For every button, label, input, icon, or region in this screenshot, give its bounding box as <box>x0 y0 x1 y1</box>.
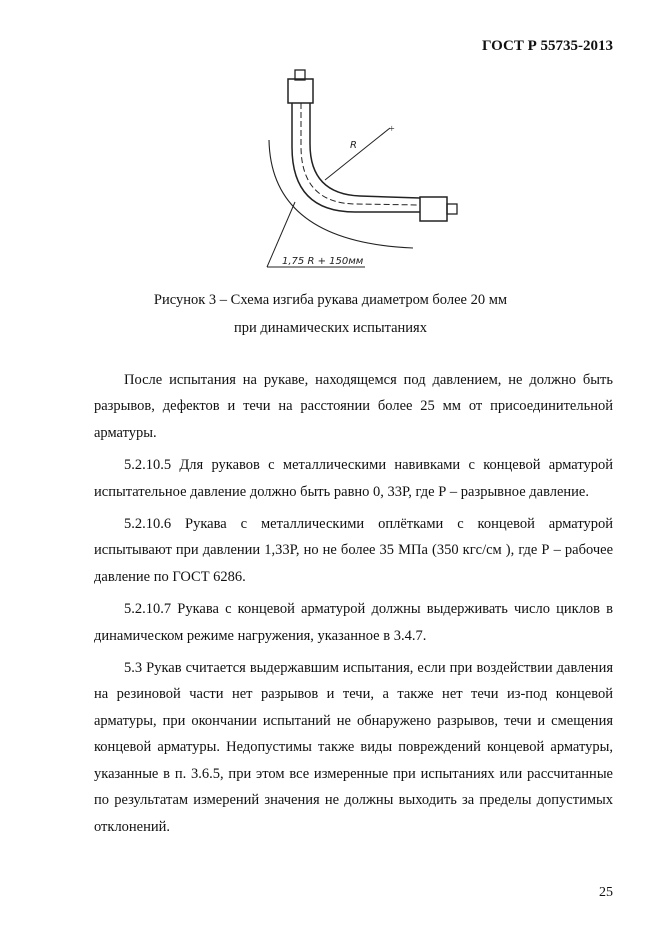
hose-bend-figure <box>255 62 475 277</box>
document-header: ГОСТ Р 55735-2013 <box>481 38 613 54</box>
top-fitting <box>288 79 313 103</box>
hose-bend-diagram <box>255 62 475 277</box>
paragraph: После испытания на рукаве, находящемся под давлением, не должно быть разрывов, дефектов и течи на расстоянии более 25 мм от присоединительной арматуры. <box>94 372 613 441</box>
hose-centerline <box>301 103 420 205</box>
figure-caption-line2: при динамических испытаниях <box>234 320 427 336</box>
paragraph: 5.2.10.5 Для рукавов с металлическими навивками с концевой арматурой испытательное давление должно быть равно 0, 33Р, где Р – разрывное давление. <box>94 457 613 500</box>
length-arc <box>269 140 413 248</box>
paragraph: 5.3 Рукав считается выдержавшим испытания, если при воздействии давления на резиновой части нет разрывов и течи, а также нет течи из-под концевой арматуры, при окончании испытаний не обнаружено разрывов, течи и смещения концевой арматуры. Недопустимы также виды повреждений концевой арматуры, указанные в п. 3.6.5, при этом все измеренные при испытаниях или рассчитанные по результатам измерений значения не должны выходить за пределы допустимых отклонений. <box>94 660 613 835</box>
svg-text:+: + <box>389 124 395 135</box>
radius-line <box>325 128 390 180</box>
figure-caption-line1: Рисунок 3 – Схема изгиба рукава диаметром более 20 мм <box>153 292 508 308</box>
hose-outer-wall <box>310 103 420 198</box>
paragraph: 5.2.10.6 Рукава с металлическими оплётками с концевой арматурой испытывают при давлении 1,33Р, но не более 35 МПа (350 кгс/см ), где Р – рабочее давление по ГОСТ 6286. <box>94 516 613 585</box>
radius-label: R <box>350 140 357 151</box>
body-text <box>94 367 613 846</box>
right-fitting <box>420 197 447 221</box>
right-fitting-nipple <box>447 204 457 214</box>
length-label: 1,75 R + 150мм <box>282 256 364 267</box>
page-number: 25 <box>599 885 613 900</box>
paragraph: 5.2.10.7 Рукава с концевой арматурой должны выдерживать число циклов в динамическом режиме нагружения, указанное в 3.4.7. <box>94 601 613 644</box>
